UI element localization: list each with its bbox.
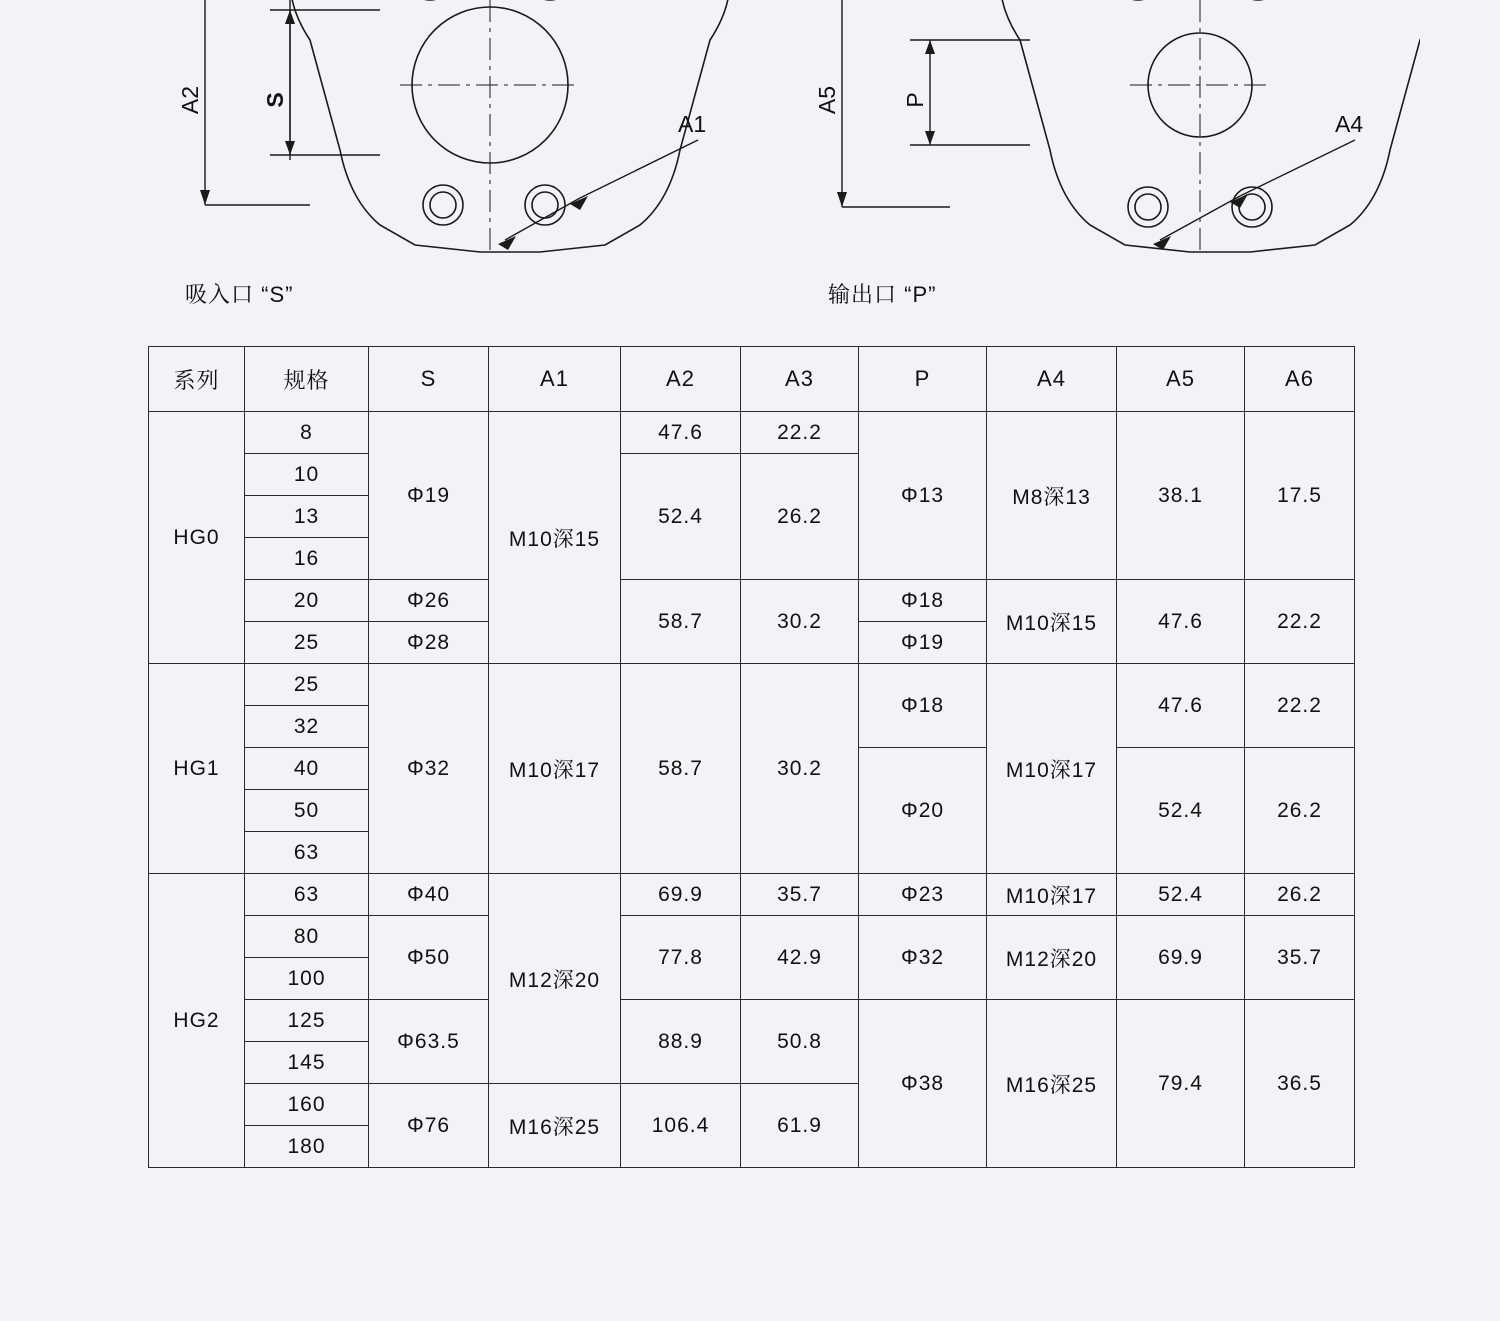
cell-a6: 22.2 [1245,664,1355,748]
cell-a5: 47.6 [1117,580,1245,664]
cell-spec: 13 [245,496,369,538]
label-a5: A5 [814,85,840,115]
th-s: S [369,347,489,412]
table-row [149,916,1355,958]
cell-a3: 61.9 [741,1084,859,1168]
cell-a3: 50.8 [741,1000,859,1084]
cell-a6: 26.2 [1245,748,1355,874]
th-series: 系列 [149,347,245,412]
cell-spec: 50 [245,790,369,832]
cell-spec: 180 [245,1126,369,1168]
cell-series-hg2: HG2 [149,874,245,1168]
cell-a2: 58.7 [621,580,741,664]
label-a2: A2 [177,85,203,115]
cell-a1: M12深20 [489,874,621,1084]
cell-s: Φ76 [369,1084,489,1168]
cell-a6: 36.5 [1245,1000,1355,1168]
cell-spec: 100 [245,958,369,1000]
output-port-caption: 输出口 “P” [828,282,937,307]
cell-p: Φ18 [859,580,987,622]
cell-spec: 160 [245,1084,369,1126]
cell-a4: M16深25 [987,1000,1117,1168]
cell-spec: 16 [245,538,369,580]
cell-a4: M10深15 [987,580,1117,664]
cell-a1: M16深25 [489,1084,621,1168]
cell-a6: 17.5 [1245,412,1355,580]
cell-a5: 69.9 [1117,916,1245,1000]
cell-a5: 79.4 [1117,1000,1245,1168]
cell-a2: 106.4 [621,1084,741,1168]
cell-spec: 125 [245,1000,369,1042]
drawings-area [0,0,1500,320]
cell-a2: 77.8 [621,916,741,1000]
cell-a6: 35.7 [1245,916,1355,1000]
th-a3: A3 [741,347,859,412]
table-row [149,1000,1355,1042]
th-spec: 规格 [245,347,369,412]
label-a4: A4 [1335,111,1364,137]
table-row [149,664,1355,706]
cell-spec: 145 [245,1042,369,1084]
label-s: S [262,92,288,108]
cell-spec: 8 [245,412,369,454]
table-row [149,580,1355,622]
spec-table [148,346,1355,1168]
cell-series-hg1: HG1 [149,664,245,874]
cell-a1: M10深17 [489,664,621,874]
cell-p: Φ19 [859,622,987,664]
label-a1: A1 [678,111,707,137]
th-a2: A2 [621,347,741,412]
th-a6: A6 [1245,347,1355,412]
spec-table-wrapper [148,346,1354,1168]
cell-s: Φ19 [369,412,489,580]
cell-a3: 42.9 [741,916,859,1000]
cell-p: Φ32 [859,916,987,1000]
table-row [149,412,1355,454]
cell-a2: 88.9 [621,1000,741,1084]
cell-a5: 38.1 [1117,412,1245,580]
cell-a6: 22.2 [1245,580,1355,664]
cell-spec: 63 [245,874,369,916]
table-row [149,874,1355,916]
suction-port-drawing [150,0,770,320]
cell-a4: M10深17 [987,664,1117,874]
cell-a3: 26.2 [741,454,859,580]
cell-spec: 10 [245,454,369,496]
output-port-drawing [800,0,1420,320]
cell-p: Φ38 [859,1000,987,1168]
cell-a4: M12深20 [987,916,1117,1000]
suction-port-caption: 吸入口 “S” [185,282,294,307]
table-header-row [149,347,1355,412]
cell-s: Φ32 [369,664,489,874]
th-a4: A4 [987,347,1117,412]
th-a5: A5 [1117,347,1245,412]
cell-a2: 58.7 [621,664,741,874]
cell-spec: 25 [245,664,369,706]
cell-a6: 26.2 [1245,874,1355,916]
cell-p: Φ23 [859,874,987,916]
cell-spec: 63 [245,832,369,874]
label-p: P [902,92,928,108]
cell-a2: 69.9 [621,874,741,916]
th-p: P [859,347,987,412]
cell-s: Φ50 [369,916,489,1000]
cell-spec: 32 [245,706,369,748]
cell-p: Φ20 [859,748,987,874]
cell-p: Φ13 [859,412,987,580]
cell-spec: 25 [245,622,369,664]
cell-a5: 52.4 [1117,874,1245,916]
cell-a5: 47.6 [1117,664,1245,748]
cell-a3: 30.2 [741,580,859,664]
cell-a5: 52.4 [1117,748,1245,874]
cell-a2: 47.6 [621,412,741,454]
cell-spec: 40 [245,748,369,790]
cell-s: Φ28 [369,622,489,664]
cell-series-hg0: HG0 [149,412,245,664]
cell-a3: 30.2 [741,664,859,874]
cell-s: Φ63.5 [369,1000,489,1084]
cell-s: Φ26 [369,580,489,622]
cell-spec: 80 [245,916,369,958]
cell-s: Φ40 [369,874,489,916]
cell-a2: 52.4 [621,454,741,580]
cell-a4: M10深17 [987,874,1117,916]
cell-spec: 20 [245,580,369,622]
cell-a1: M10深15 [489,412,621,664]
cell-a3: 22.2 [741,412,859,454]
cell-p: Φ18 [859,664,987,748]
th-a1: A1 [489,347,621,412]
cell-a4: M8深13 [987,412,1117,580]
cell-a3: 35.7 [741,874,859,916]
